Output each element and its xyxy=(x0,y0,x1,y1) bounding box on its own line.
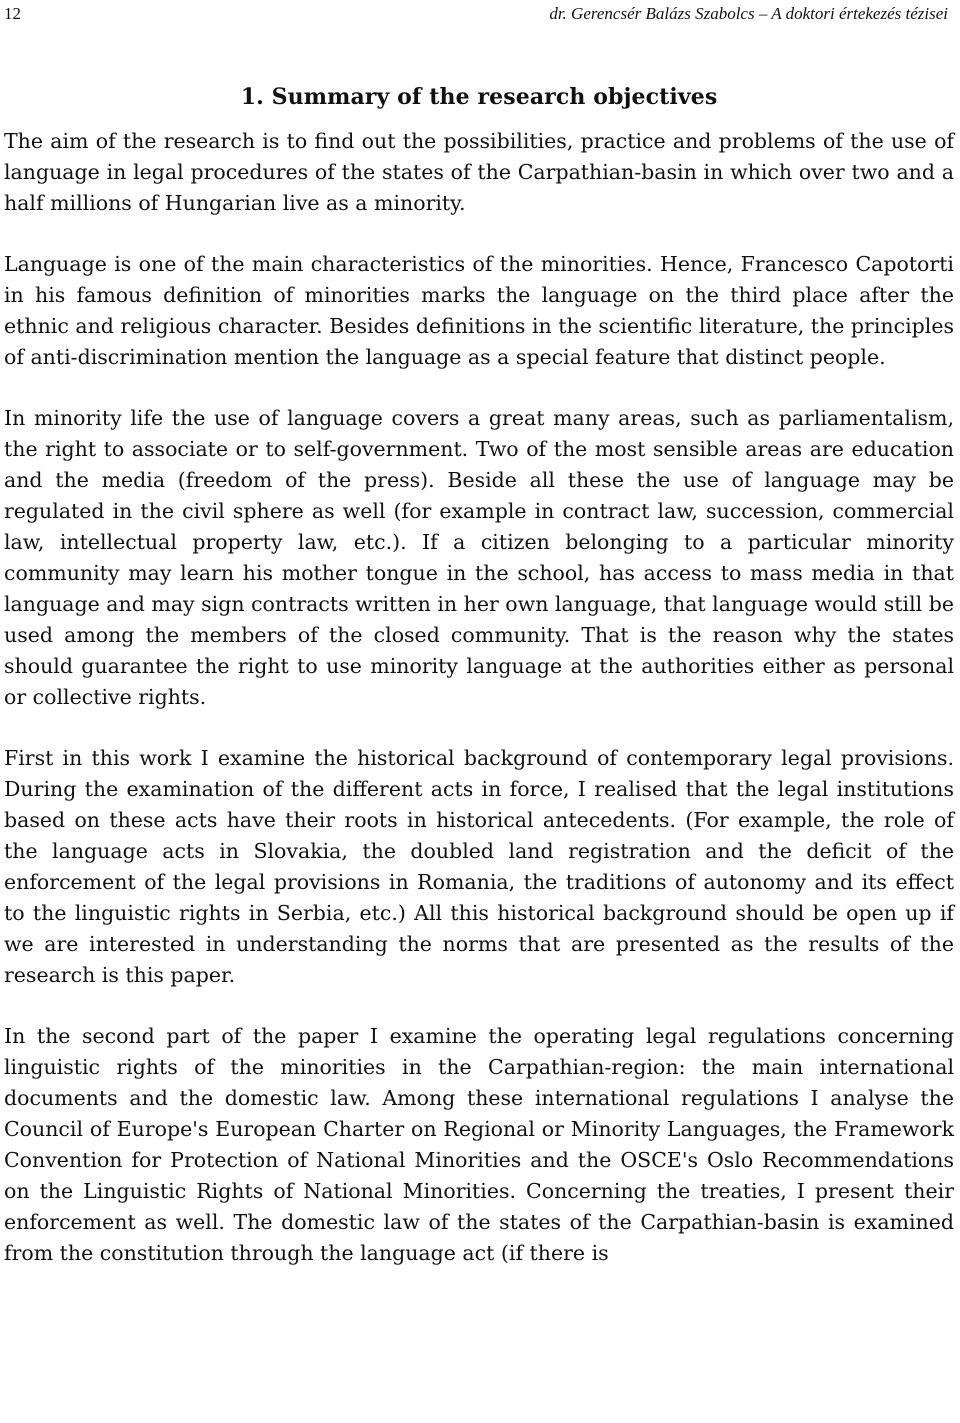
paragraph-language-characteristics: Language is one of the main characteristics of the minorities. Hence, Francesco Capotorti in his famous definition of minorities marks the language on the third place after the ethnic and religious character. Besides definitions in the scientific literature, the principles of anti-discrimination mention the language as a special feature that distinct people. xyxy=(4,252,954,369)
paragraph-historical-background: First in this work I examine the historical background of contemporary legal provisions. During the examination of the different acts in force, I realised that the legal institutions based on these acts have their roots in historical antecedents. (For example, the role of the language acts in Slovakia, the doubled land registration and the deficit of the enforcement of the legal provisions in Romania, the traditions of autonomy and its effect to the linguistic rights in Serbia, etc.) All this historical background should be open up if we are interested in understanding the norms that are presented as the results of the research is this paper. xyxy=(4,746,954,987)
section-heading: 1. Summary of the research objectives xyxy=(240,84,718,110)
paragraph-legal-regulations: In the second part of the paper I examine the operating legal regulations concerning linguistic rights of the minorities in the Carpathian-region: the main international documents and the domestic law. Among these international regulations I analyse the Council of Europe's European Charter on Regional or Minority Languages, the Framework Convention for Protection of National Minorities and the OSCE's Oslo Recommendations on the Linguistic Rights of National Minorities. Concerning the treaties, I present their enforcement as well. The domestic law of the states of the Carpathian-basin is examined from the constitution through the language act (if there is xyxy=(4,1024,954,1265)
paragraph-minority-life-language: In minority life the use of language covers a great many areas, such as parliamentalism, the right to associate or to self-government. Two of the most sensible areas are education and the media (freedom of the press). Beside all these the use of language may be regulated in the civil sphere as well (for example in contract law, succession, commercial law, intellectual property law, etc.). If a citizen belonging to a particular minority community may learn his mother tongue in the school, has access to mass media in that language and may sign contracts written in her own language, that language would still be used among the members of the closed community. That is the reason why the states should guarantee the right to use minority language at the authorities either as personal or collective rights. xyxy=(4,406,954,709)
paragraph-research-aim: The aim of the research is to find out the possibilities, practice and problems of the use of language in legal procedures of the states of the Carpathian-basin in which over two and a half millions of Hungarian live as a minority. xyxy=(4,129,954,215)
page-number: 12 xyxy=(4,4,21,23)
running-title: dr. Gerencsér Balázs Szabolcs – A doktori értekezés tézisei xyxy=(549,4,948,23)
running-header xyxy=(4,0,954,32)
